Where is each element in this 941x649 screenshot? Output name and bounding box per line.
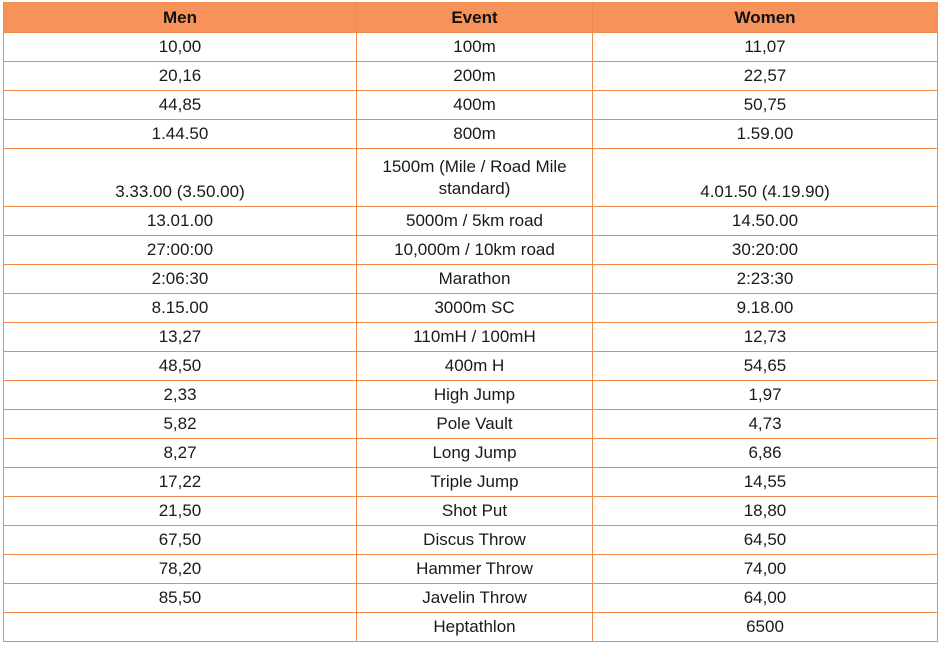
event-name: 10,000m / 10km road [357,236,593,265]
women-standard: 50,75 [593,91,938,120]
women-standard: 6500 [593,613,938,642]
table-row [4,207,938,236]
qualifying-standards-table [3,2,938,642]
table-row [4,294,938,323]
men-standard: 44,85 [4,91,357,120]
table-row [4,33,938,62]
event-name: 400m H [357,352,593,381]
men-standard: 78,20 [4,555,357,584]
women-standard: 4,73 [593,410,938,439]
men-standard: 8.15.00 [4,294,357,323]
men-standard: 85,50 [4,584,357,613]
women-standard: 22,57 [593,62,938,91]
women-standard: 74,00 [593,555,938,584]
men-standard: 5,82 [4,410,357,439]
event-name: Long Jump [357,439,593,468]
table-row [4,323,938,352]
event-name: 3000m SC [357,294,593,323]
men-standard: 3.33.00 (3.50.00) [4,149,357,207]
header-event: Event [357,3,593,33]
women-standard: 6,86 [593,439,938,468]
men-standard: 13,27 [4,323,357,352]
header-women: Women [593,3,938,33]
event-name: Javelin Throw [357,584,593,613]
men-standard: 48,50 [4,352,357,381]
table-row [4,62,938,91]
event-name: High Jump [357,381,593,410]
table-row [4,468,938,497]
men-standard: 2,33 [4,381,357,410]
men-standard: 27:00:00 [4,236,357,265]
table-row [4,613,938,642]
header-men: Men [4,3,357,33]
women-standard: 54,65 [593,352,938,381]
event-name: 800m [357,120,593,149]
table-row [4,91,938,120]
women-standard: 12,73 [593,323,938,352]
men-standard: 21,50 [4,497,357,526]
table-row [4,584,938,613]
men-standard: 20,16 [4,62,357,91]
women-standard: 64,00 [593,584,938,613]
table-header [4,3,938,33]
women-standard: 14.50.00 [593,207,938,236]
table-body [4,33,938,642]
table-row [4,381,938,410]
men-standard: 8,27 [4,439,357,468]
women-standard: 4.01.50 (4.19.90) [593,149,938,207]
women-standard: 2:23:30 [593,265,938,294]
men-standard: 67,50 [4,526,357,555]
table-row [4,497,938,526]
men-standard: 10,00 [4,33,357,62]
women-standard: 30:20:00 [593,236,938,265]
event-name: Hammer Throw [357,555,593,584]
event-name: 400m [357,91,593,120]
men-standard: 2:06:30 [4,265,357,294]
event-name: Shot Put [357,497,593,526]
table-row [4,149,938,207]
women-standard: 1.59.00 [593,120,938,149]
women-standard: 14,55 [593,468,938,497]
women-standard: 18,80 [593,497,938,526]
table-row [4,555,938,584]
table-row [4,439,938,468]
event-name: Marathon [357,265,593,294]
table-row [4,352,938,381]
table-row [4,236,938,265]
event-name: 1500m (Mile / Road Mile standard) [357,149,593,207]
women-standard: 1,97 [593,381,938,410]
men-standard [4,613,357,642]
event-name: Triple Jump [357,468,593,497]
women-standard: 11,07 [593,33,938,62]
event-name: 100m [357,33,593,62]
event-name: Pole Vault [357,410,593,439]
table-row [4,526,938,555]
event-name: 110mH / 100mH [357,323,593,352]
event-name: 200m [357,62,593,91]
table-row [4,410,938,439]
header-row [4,3,938,33]
event-name: 5000m / 5km road [357,207,593,236]
women-standard: 9.18.00 [593,294,938,323]
men-standard: 1.44.50 [4,120,357,149]
event-name: Heptathlon [357,613,593,642]
table-row [4,120,938,149]
men-standard: 17,22 [4,468,357,497]
event-name: Discus Throw [357,526,593,555]
women-standard: 64,50 [593,526,938,555]
table-row [4,265,938,294]
men-standard: 13.01.00 [4,207,357,236]
